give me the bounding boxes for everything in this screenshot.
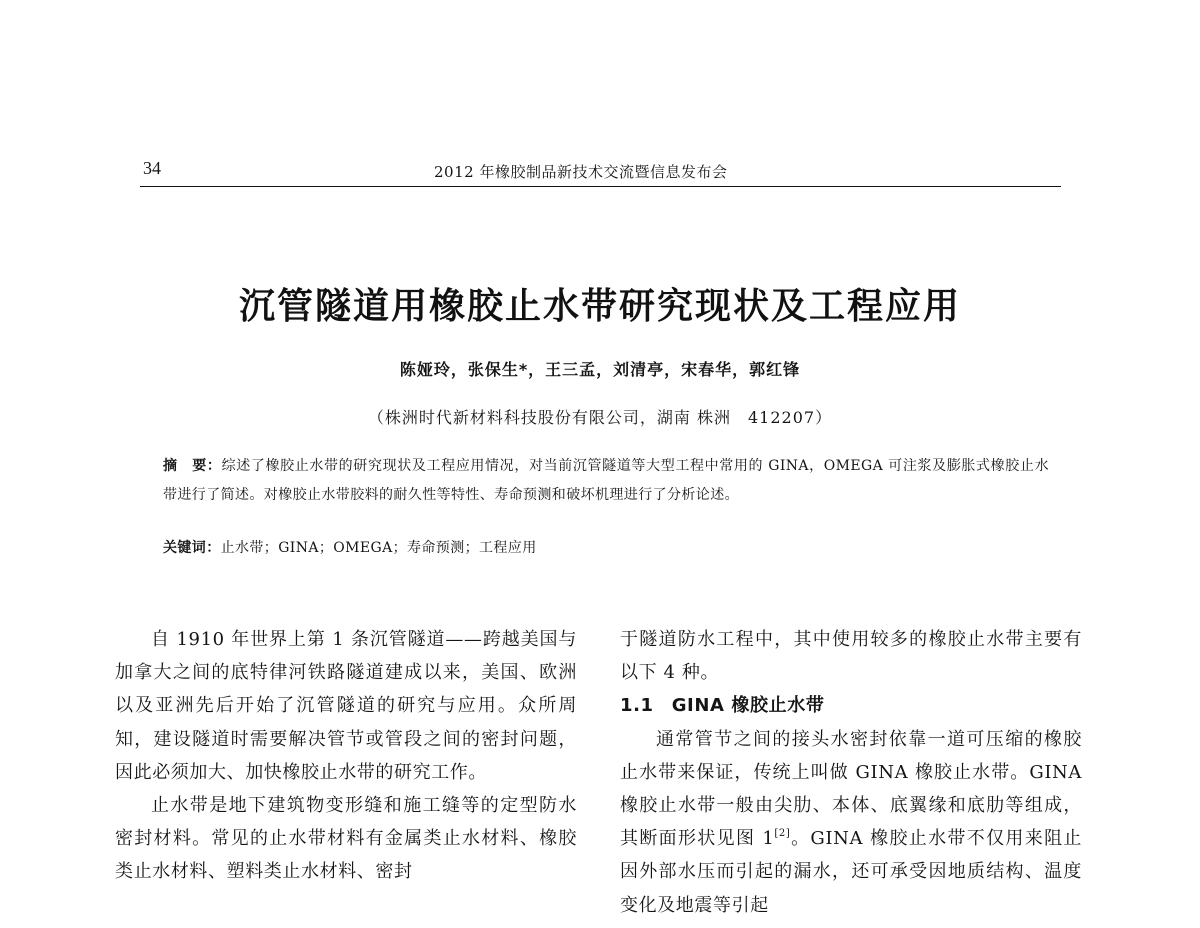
body-paragraph: 自 1910 年世界上第 1 条沉管隧道——跨越美国与加拿大之间的底特律河铁路隧道建成以来，美国、欧洲以及亚洲先后开始了沉管隧道的研究与应用。众所周知，建设隧道时需要解决管节或管段之间的密封问题，因此必须加大、加快橡胶止水带的研究工作。	[115, 629, 577, 783]
body-paragraph: 于隧道防水工程中，其中使用较多的橡胶止水带主要有以下 4 种。	[620, 629, 1082, 684]
body-column-left	[115, 623, 577, 889]
abstract	[163, 452, 1049, 510]
body-column-right	[620, 623, 1082, 922]
paragraph-text: 通常管节之间的接头水密封依靠一道可压缩的橡胶止水带来保证，传统上叫做 GINA 橡胶止水带。GINA 橡胶止水带一般由尖肋、本体、底翼缘和底肋等组成，其断面形状见图 1	[620, 728, 1082, 850]
section-heading	[620, 689, 1082, 722]
section-number: 1.1	[620, 695, 654, 717]
page-number: 34	[143, 158, 161, 178]
keywords-label: 关键词：	[163, 540, 221, 556]
running-header: 2012 年橡胶制品新技术交流暨信息发布会	[434, 163, 728, 181]
section-title: GINA 橡胶止水带	[671, 695, 825, 717]
keywords	[163, 537, 1049, 557]
paragraph-text: 。GINA 橡胶止水带不仅用来阻止因外部水压而引起的漏水，还可承受因地质结构、温度变化及地震等引起	[620, 828, 1082, 916]
abstract-text: 综述了橡胶止水带的研究现状及工程应用情况，对当前沉管隧道等大型工程中常用的 GINA，OMEGA 可注浆及膨胀式橡胶止水带进行了简述。对橡胶止水带胶料的耐久性等特性、寿命预测和破坏机理进行了分析论述。	[163, 458, 1049, 503]
citation-reference[interactable]: [2]	[774, 828, 791, 840]
abstract-label: 摘 要：	[163, 458, 222, 474]
author-affiliation: （株洲时代新材料科技股份有限公司，湖南 株洲 412207）	[367, 408, 833, 427]
paper-title: 沉管隧道用橡胶止水带研究现状及工程应用	[238, 286, 961, 327]
author-list: 陈娅玲，张保生*，王三孟，刘清亭，宋春华，郭红锋	[399, 360, 801, 379]
header-rule	[140, 186, 1061, 187]
keywords-text: 止水带；GINA；OMEGA；寿命预测；工程应用	[220, 540, 537, 556]
body-paragraph: 止水带是地下建筑物变形缝和施工缝等的定型防水密封材料。常见的止水带材料有金属类止水材料、橡胶类止水材料、塑料类止水材料、密封	[115, 795, 577, 883]
body-paragraph	[620, 723, 1082, 922]
